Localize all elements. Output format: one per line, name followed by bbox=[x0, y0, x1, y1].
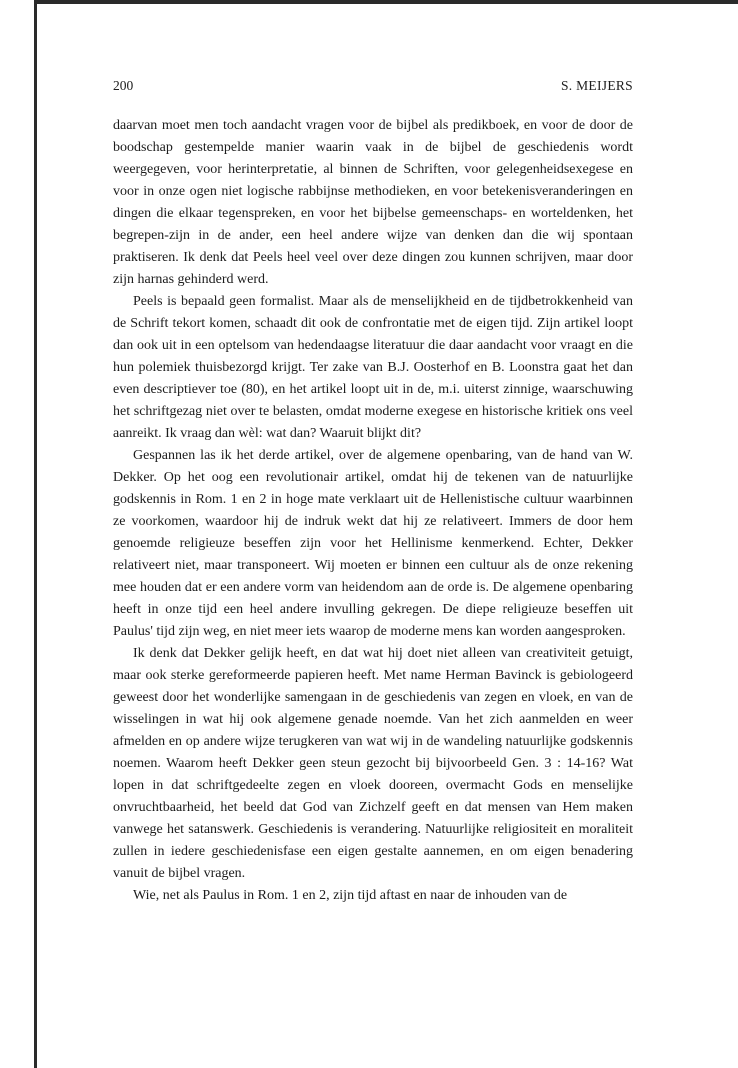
paragraph-peels: Peels is bepaald geen formalist. Maar als de menselijkheid en de tijdbetrokkenheid van de Schrift tekort komen, schaadt dit ook de confrontatie met de eigen tijd. Zijn artikel loopt dan ook uit in een optelsom van hedendaagse literatuur die daar aandacht voor vraagt en die hun polemiek thuisbezorgd krijgt. Ter zake van B.J. Oosterhof en B. Loonstra gaat het dan even descriptiever toe (80), en het artikel loopt uit in de, m.i. uiterst zinnige, waarschuwing het schriftgezag niet over te belasten, omdat moderne exegese en historische kritiek ons veel aanreikt. Ik vraag dan wèl: wat dan? Waaruit blijkt dit? bbox=[113, 294, 633, 441]
running-head bbox=[113, 78, 633, 100]
running-title-author: S. MEIJERS bbox=[560, 78, 633, 93]
paragraph-dekker-article: Gespannen las ik het derde artikel, over de algemene openbaring, van de hand van W. Dekker. Op het oog een revolutionair artikel, omdat hij de tekenen van de natuurlijke godskennis in Rom. 1 en 2 in hoge mate verklaart uit de Hellenistische cultuur waarbinnen ze voorkomen, waardoor hij de indruk wekt dat hij ze relativeert. Immers de door hem genoemde religieuze beseffen zijn voor het Hellinisme kenmerkend. Echter, Dekker relativeert niet, maar transponeert. Wij moeten er binnen een cultuur als de onze rekening mee houden dat er een andere vorm van heidendom aan de orde is. De algemene openbaring heeft in onze tijd een heel andere invulling gekregen. De diepe religieuze beseffen uit Paulus' tijd zijn weg, en niet meer iets waarop de moderne mens kan worden aangesproken. bbox=[113, 448, 633, 639]
scan-left-edge bbox=[34, 0, 37, 1068]
paragraph-final: Wie, net als Paulus in Rom. 1 en 2, zijn tijd aftast en naar de inhouden van de bbox=[133, 888, 568, 903]
page-number: 200 bbox=[113, 78, 134, 93]
paragraph-continued: daarvan moet men toch aandacht vragen voor de bijbel als predikboek, en voor de door de boodschap gestempelde manier waarin vaak in de bijbel de geschiedenis wordt weergegeven, voor herinterpretatie, al binnen de Schriften, voor gelegenheidsexegese en voor in onze ogen niet logische rabbijnse methodieken, en voor betekenisveranderingen en dingen die elkaar tegenspreken, en voor het bijbelse gemeenschaps- en worteldenken, het begrepen-zijn in de ander, een heel andere wijze van denken dan die wij spontaan praktiseren. Ik denk dat Peels heel veel over deze dingen zou kunnen schrijven, maar door zijn harnas gehinderd werd. bbox=[113, 118, 633, 287]
paragraph-dekker-assessment: Ik denk dat Dekker gelijk heeft, en dat wat hij doet niet alleen van creativiteit getuigt, maar ook sterke gereformeerde papieren heeft. Met name Herman Bavinck is gebiologeerd geweest door het wonderlijke samengaan in de geschiedenis van zegen en vloek, en van de wisselingen in wat hij ook algemene genade noemde. Van het zich aanmelden en weer afmelden en op andere wijze terugkeren van wat wij in de wandeling natuurlijke godskennis noemen. Waarom heeft Dekker geen steun gezocht bij bijvoorbeeld Gen. 3 : 14-16? Wat lopen in dat schriftgedeelte zegen en vloek dooreen, overmacht Gods en menselijke onvruchtbaarheid, het beeld dat God van Zichzelf geeft en dat mensen van Hem maken vanwege het satanswerk. Geschiedenis is verandering. Natuurlijke religiositeit en moraliteit zullen in iedere geschiedenisfase een eigen gestalte aannemen, en om eigen benadering vanuit de bijbel vragen. bbox=[113, 646, 633, 881]
scan-top-edge bbox=[34, 0, 738, 4]
document-page bbox=[113, 78, 633, 907]
body-text bbox=[113, 115, 633, 907]
